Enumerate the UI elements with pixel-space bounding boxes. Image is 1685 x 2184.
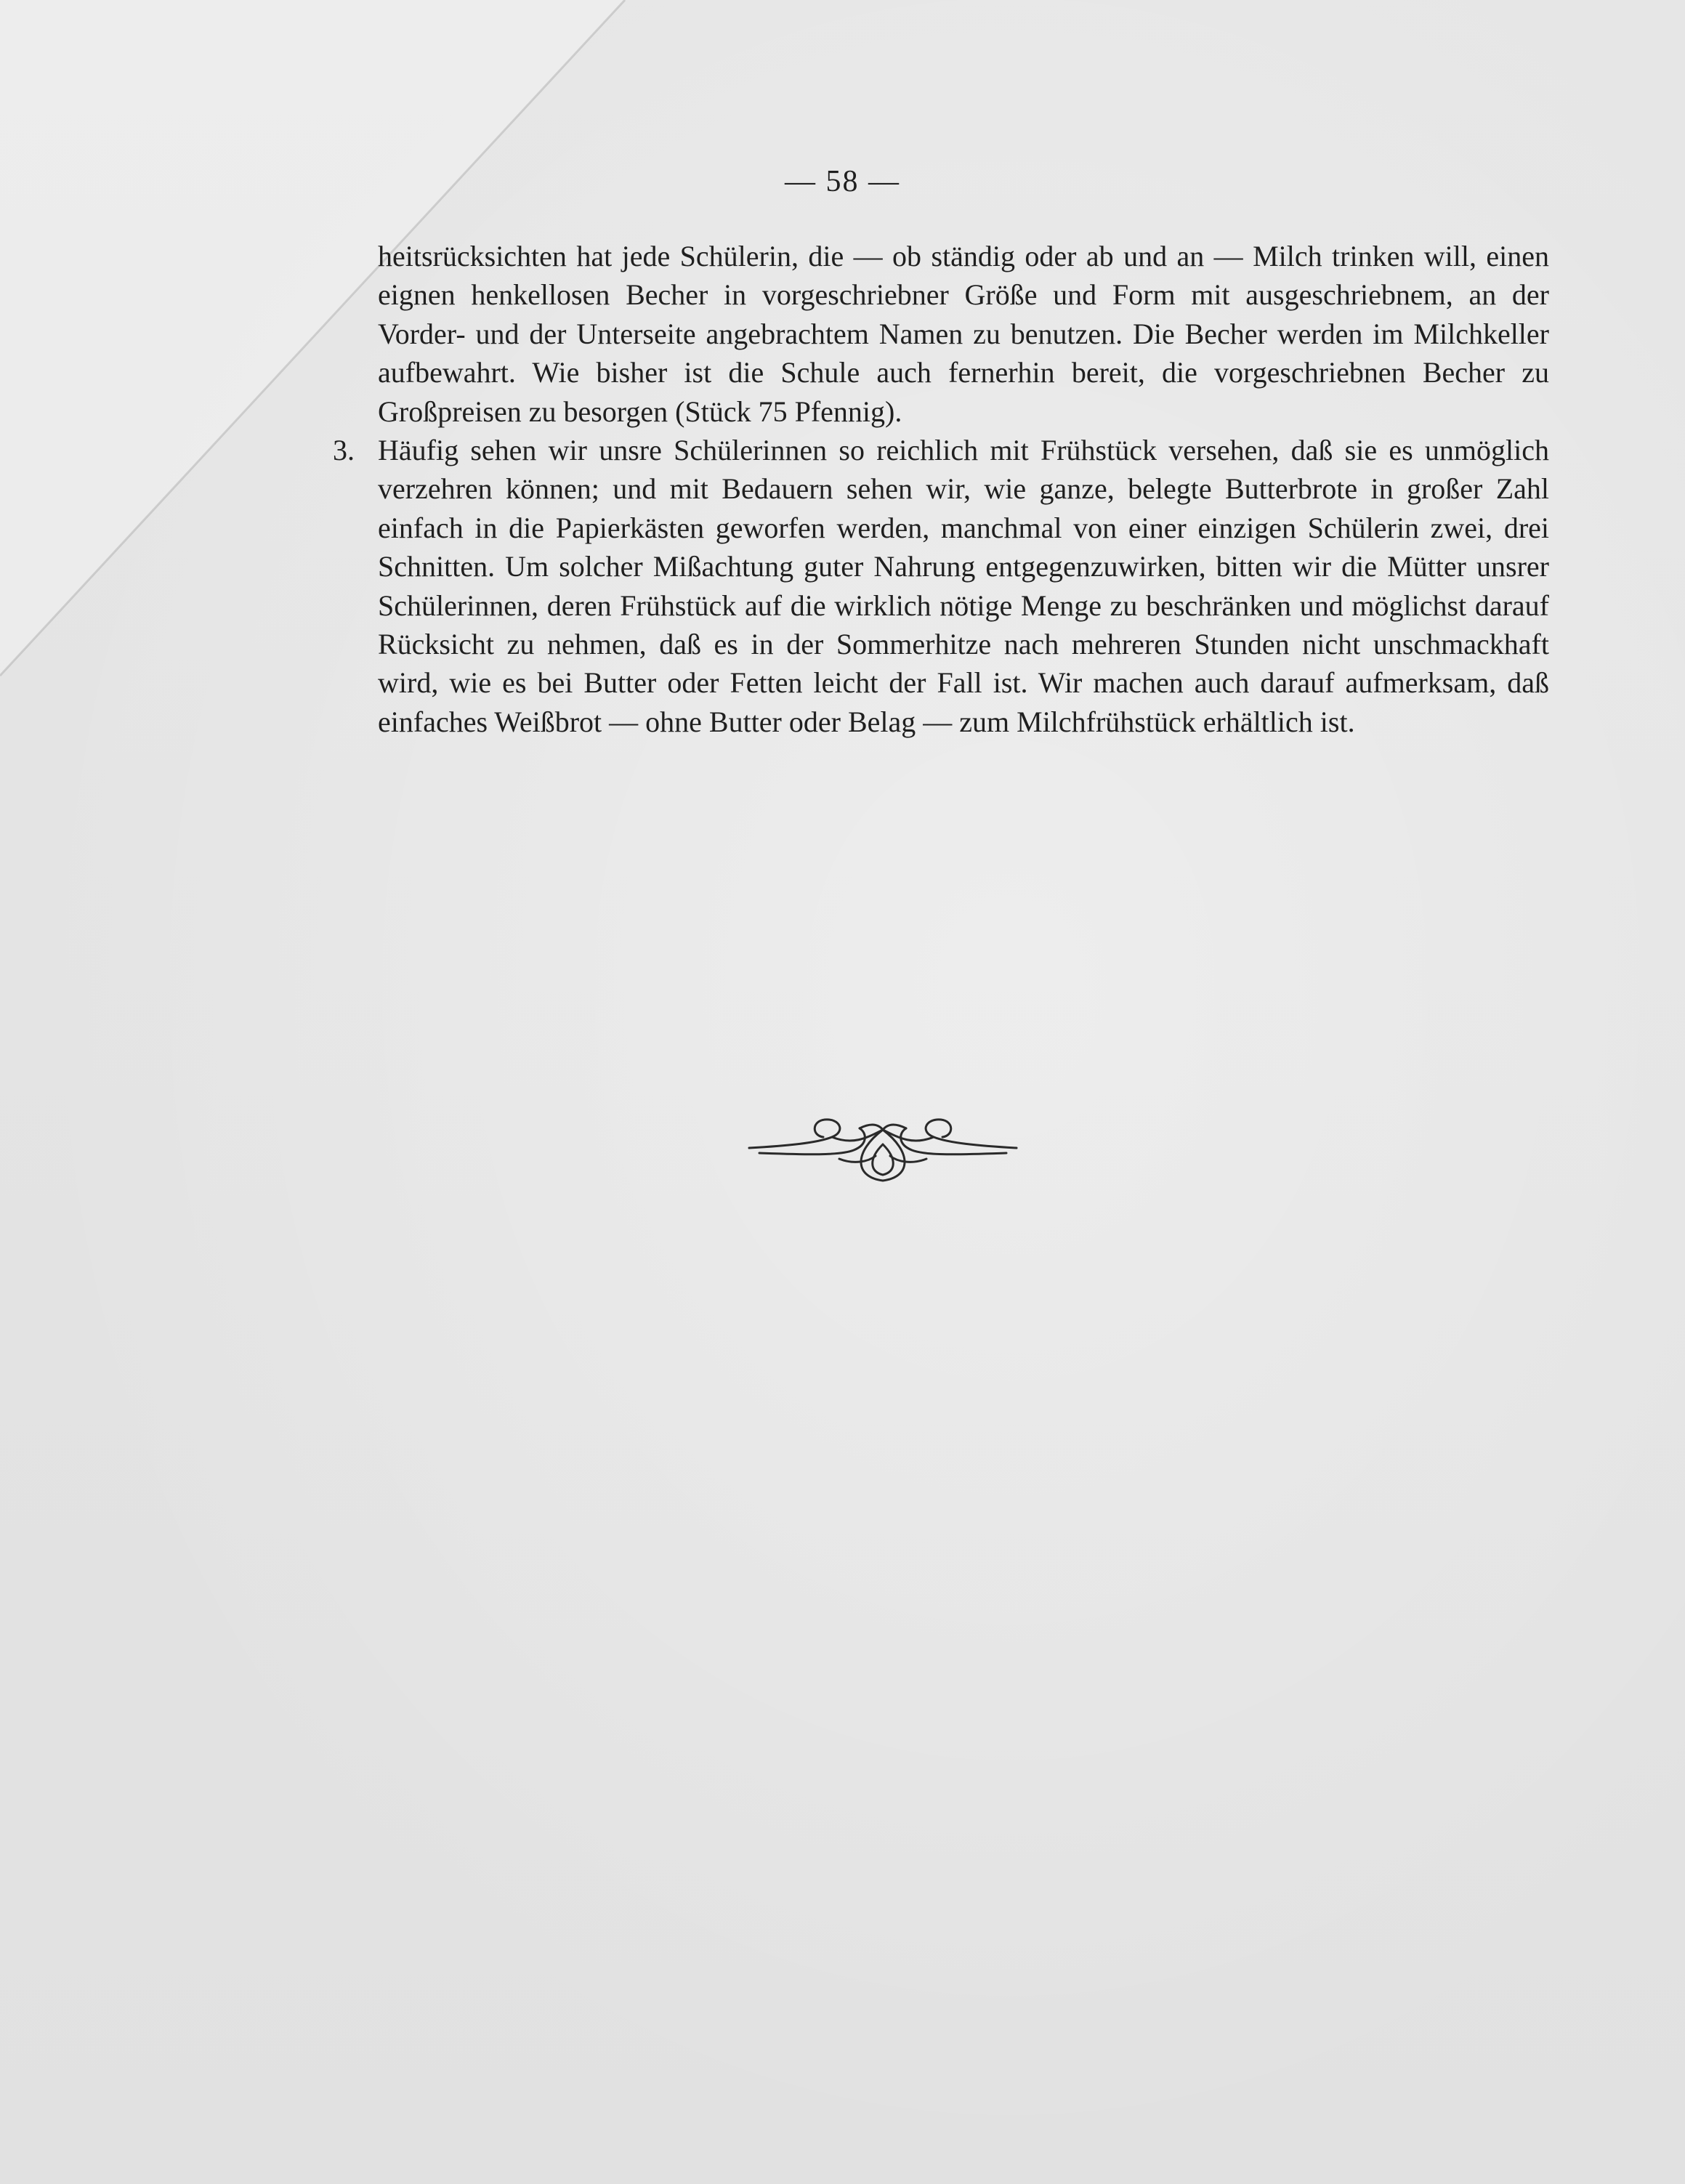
- list-item-number: 3.: [333, 434, 355, 467]
- paragraph-continued: heitsrücksichten hat jede Schülerin, die — ob ständig oder ab und an — Milch trinken will, einen eignen henkellosen Becher in vorgeschriebner Größe und Form mit ausgeschriebnem, an der Vorder- und der Unterseite angebrachtem Namen zu benutzen. Die Becher werden im Milchkeller aufbewahrt. Wie bisher ist die Schule auch fernerhin bereit, die vorgeschriebnen Becher zu Großpreisen zu besorgen (Stück 75 Pfennig).: [378, 240, 1549, 428]
- page-number: — 58 —: [785, 165, 900, 198]
- body-text: [333, 237, 1549, 741]
- list-item-text: Häufig sehen wir unsre Schülerinnen so reichlich mit Frühstück versehen, daß sie es unmöglich verzehren können; und mit Bedauern sehen wir, wie ganze, belegte Butterbrote in großer Zahl einfach in die Papierkästen geworfen werden, manchmal von einer einzigen Schülerin zwei, drei Schnitten. Um solcher Mißachtung guter Nahrung entgegenzuwirken, bitten wir die Mütter unsrer Schülerinnen, deren Frühstück auf die wirklich nötige Menge zu beschränken und möglichst darauf Rücksicht zu nehmen, daß es in der Sommerhitze nach mehreren Stunden nicht unschmackhaft wird, wie es bei Butter oder Fetten leicht der Fall ist. Wir machen auch darauf aufmerksam, daß einfaches Weißbrot — ohne Butter oder Belag — zum Milchfrühstück erhältlich ist.: [378, 434, 1549, 738]
- art-nouveau-ornament-icon: [745, 1108, 1021, 1188]
- list-item-3: [333, 431, 1549, 741]
